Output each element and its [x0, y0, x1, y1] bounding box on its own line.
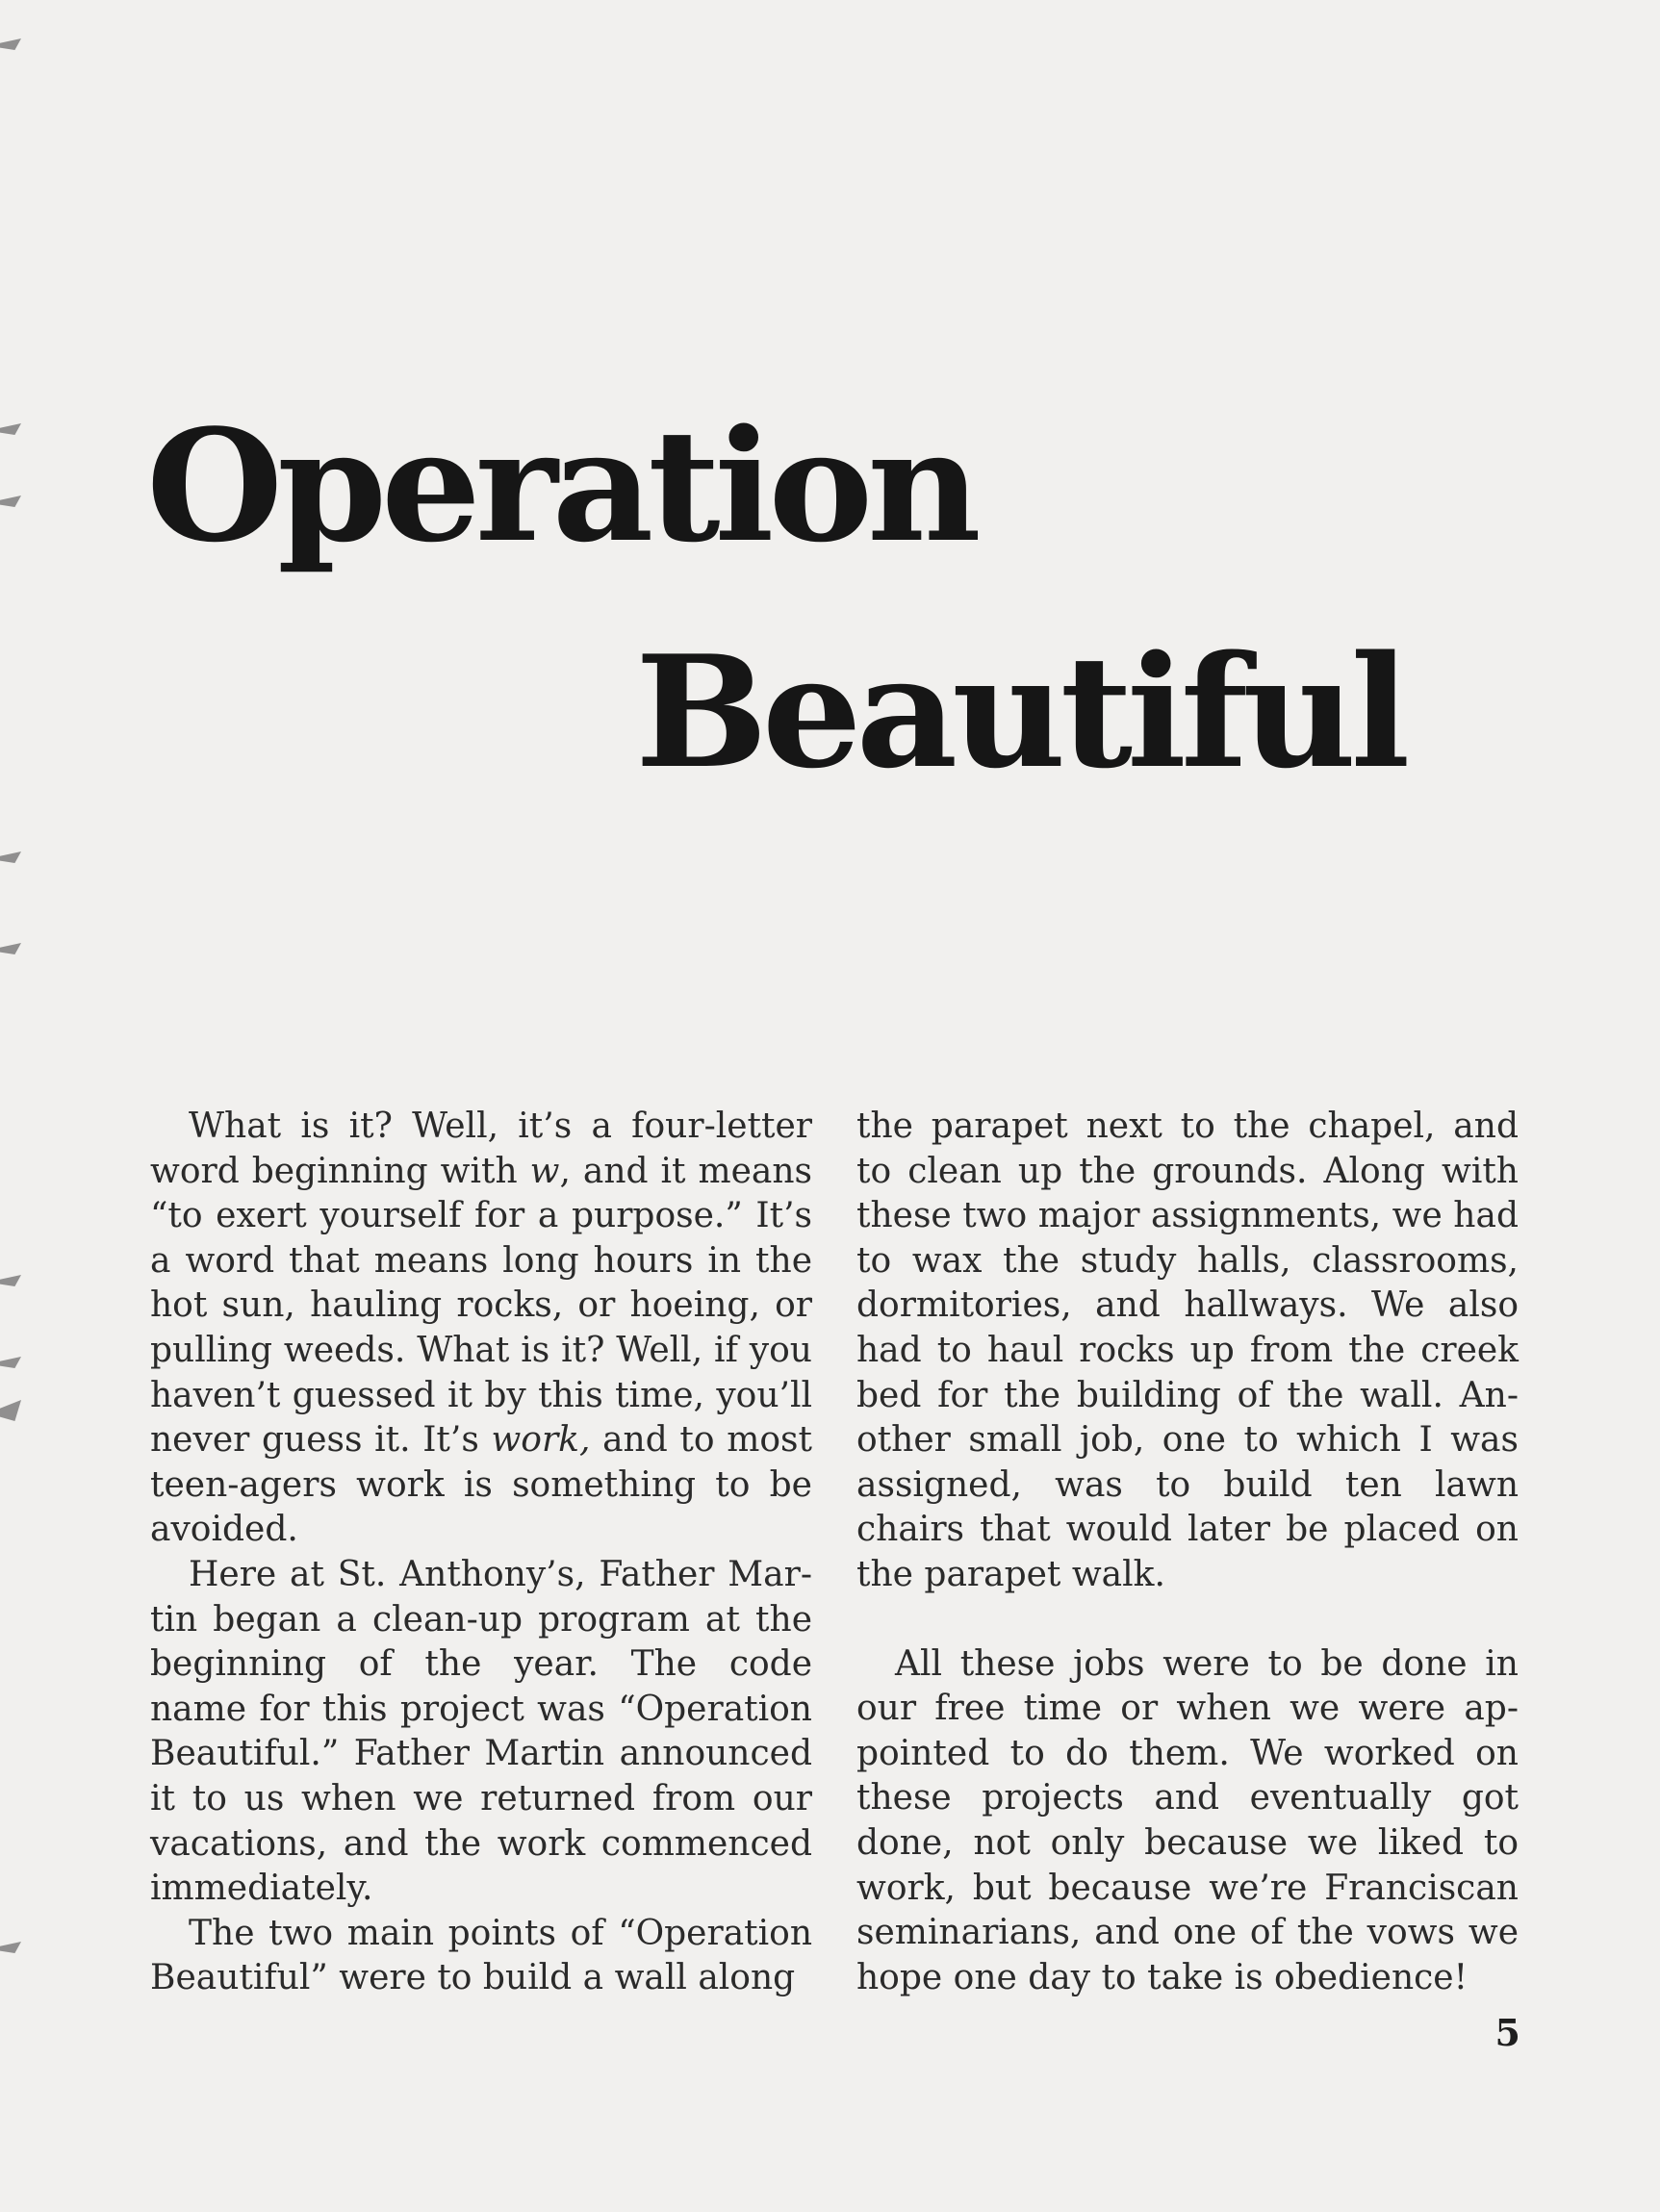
binding-hole-mark: [0, 423, 21, 435]
binding-hole-mark: [0, 38, 21, 50]
paragraph-text: What is it? Well, it’s a four-letter word beginning with: [150, 1106, 812, 1191]
binding-hole-mark: [0, 1275, 21, 1286]
binding-hole-mark: [0, 943, 21, 954]
italic-word: w: [529, 1151, 560, 1191]
article-paragraph: The two main points of “Operation Beautiful” were to build a wall along: [150, 1913, 812, 1998]
article-paragraph: [150, 1105, 812, 1553]
title-line-operation: Operation: [146, 395, 976, 576]
title-line-beautiful: Beautiful: [635, 622, 1405, 802]
page-number: 5: [1494, 2011, 1520, 2054]
binding-hole-mark: [0, 1942, 21, 1953]
binding-hole-mark: [0, 852, 21, 863]
article-paragraph: All these jobs were to be done in our free time or when we were ap-pointed to do them. We worked on these projects and eventually got done, not only because we liked to work, but because we’re Franciscan seminarians, and one of the vows we hope one day to take is obedience!: [856, 1643, 1519, 1997]
paragraph-text: , and it means “to exert yourself for a purpose.” It’s a word that means long hours in the hot sun, hauling rocks, or hoeing, or pulling weeds. What is it? Well, if you haven’t guessed it by this time, you’ll never guess it. It’s: [150, 1151, 813, 1461]
binding-hole-mark: [0, 1357, 21, 1368]
article-paragraph: Here at St. Anthony’s, Father Mar-tin began a clean-up program at the beginning of the year. The code name for this project was “Operation Beautiful.” Father Martin announced it to us when we returned from our vacations, and the work commenced immediately.: [150, 1554, 812, 1909]
binding-hole-mark: [0, 496, 21, 507]
paragraph-text: and to most teen-agers work is something to be avoided.: [150, 1420, 812, 1550]
article-column-right: [856, 1105, 1519, 2000]
article-column-left: [150, 1105, 812, 2001]
binding-hole-mark: [0, 1400, 21, 1421]
italic-word: work,: [491, 1420, 591, 1461]
article-paragraph: the parapet next to the chapel, and to clean up the grounds. Along with these two major assignments, we had to wax the study halls, classrooms, dormitories, and hallways. We also had to haul rocks up from the creek bed for the building of the wall. An-other small job, one to which I was assigned, was to build ten lawn chairs that would later be placed on the parapet walk.: [856, 1106, 1519, 1594]
